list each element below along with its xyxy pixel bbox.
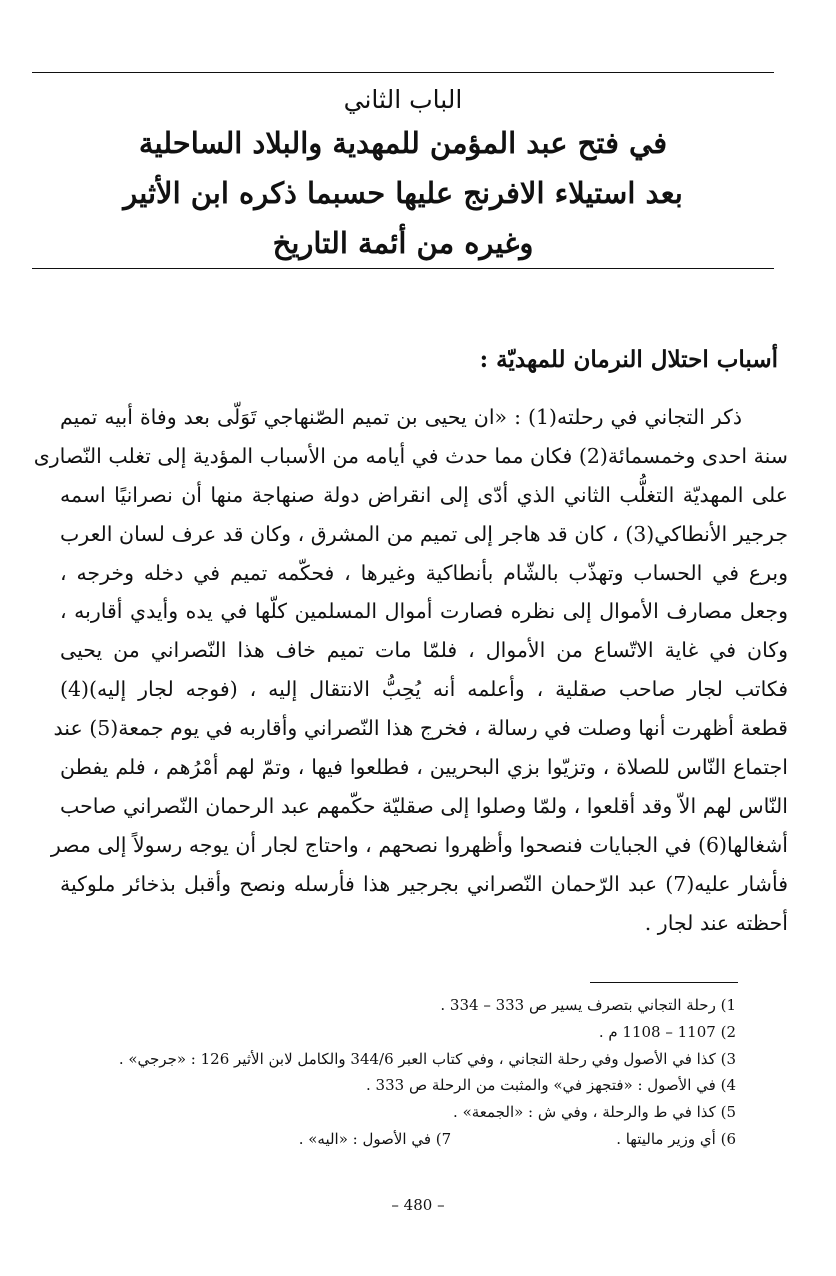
body-line: وكان في غاية الاتّساع من الأموال ، فلمّا مات تميم خاف هذا النّصراني من يحيى [60,638,788,663]
footnote: 3) كذا في الأصول وفي رحلة التجاني ، وفي كتاب العبر 344/6 والكامل لابن الأثير 126 : «جرجي» . [118,1049,736,1068]
body-line: فكاتب لجار صاحب صقلية ، وأعلمه أنه يُحِبُّ الانتقال إليه ، (فوجه لجار إليه)(4) [60,677,788,702]
body-line: وبرع في الحساب وتهذّب بالشّام بأنطاكية وغيرها ، فحكّمه تميم في دخله وخرجه ، [60,560,788,585]
chapter-title-line: في فتح عبد المؤمن للمهدية والبلاد الساحلية [138,126,668,160]
chapter-header [32,82,774,268]
body-text [33,398,789,942]
body-line: أحظته عند لجار . [644,910,788,935]
body-line: على المهديّة التغلُّب الثاني الذي أدّى إلى انقراض دولة صنهاجة منها أن نصرانيًا اسمه [60,482,788,507]
body-line: جرجير الأنطاكي(3) ، كان قد هاجر إلى تميم من المشرق ، وكان قد عرف لسان العرب [60,521,789,546]
body-line: ذكر التجاني في رحلته(1) : «ان يحيى بن تميم الصّنهاجي تَوَلّى بعد وفاة أبيه تميم [60,405,742,429]
footnote: 1) رحلة التجاني بتصرف يسير ص 333 – 334 . [440,996,736,1014]
footnote: 5) كذا في ط والرحلة ، وفي ش : «الجمعة» . [453,1103,736,1122]
body-line: وجعل مصارف الأموال إلى نظره فصارت أموال المسلمين كلّها في يده وأيدي أقاربه ، [60,599,788,624]
footnote: 7) في الأصول : «اليه» . [298,1129,452,1148]
section-heading: أسباب احتلال النرمان للمهديّة : [479,346,778,373]
body-line: قطعة أظهرت أنها وصلت في رسالة ، فخرج هذا النّصراني وأقاربه في يوم جمعة(5) عند [53,716,788,741]
footnotes [46,992,736,1153]
top-rule [32,72,774,73]
body-line: فأشار عليه(7) عبد الرّحمان النّصراني بجرجير هذا فأرسله ونصح وأقبل بذخائر ملوكية [60,871,789,896]
bottom-rule [32,268,774,269]
body-line: أشغالها(6) في الجبايات فنصحوا وأظهروا نصحهم ، واحتاج لجار أن يوجه رسولاً إلى مصر [50,832,788,857]
chapter-title-line: وغيره من أئمة التاريخ [272,226,534,260]
body-line: سنة احدى وخمسمائة(2) فكان مما حدث في أيامه من الأسباب المؤدية إلى تغلب النّصارى [33,443,788,468]
chapter-number: الباب الثاني [343,85,463,114]
footnote-rule [590,982,738,983]
page-number: – 480 – [391,1196,445,1214]
footnote: 6) أي وزير ماليتها . [616,1129,736,1148]
footnote-pair [46,1126,736,1153]
footnote: 4) في الأصول : «فتجهز في» والمثبت من الرحلة ص 333 . [365,1076,736,1095]
chapter-title-line: بعد استيلاء الافرنج عليها حسبما ذكره ابن الأثير [123,176,683,210]
body-line: اجتماع النّاس للصلاة ، وتزيّوا بزي البحريين ، فطلعوا فيها ، وتمّ لهم أمْرُهم ، فلم يفطن [60,755,788,780]
body-line: النّاس لهم الاّ وقد أقلعوا ، ولمّا وصلوا إلى صقليّة حكّمهم عبد الرحمان النّصراني صاحب [60,793,788,818]
footnote: 2) 1107 – 1108 م . [598,1022,736,1041]
